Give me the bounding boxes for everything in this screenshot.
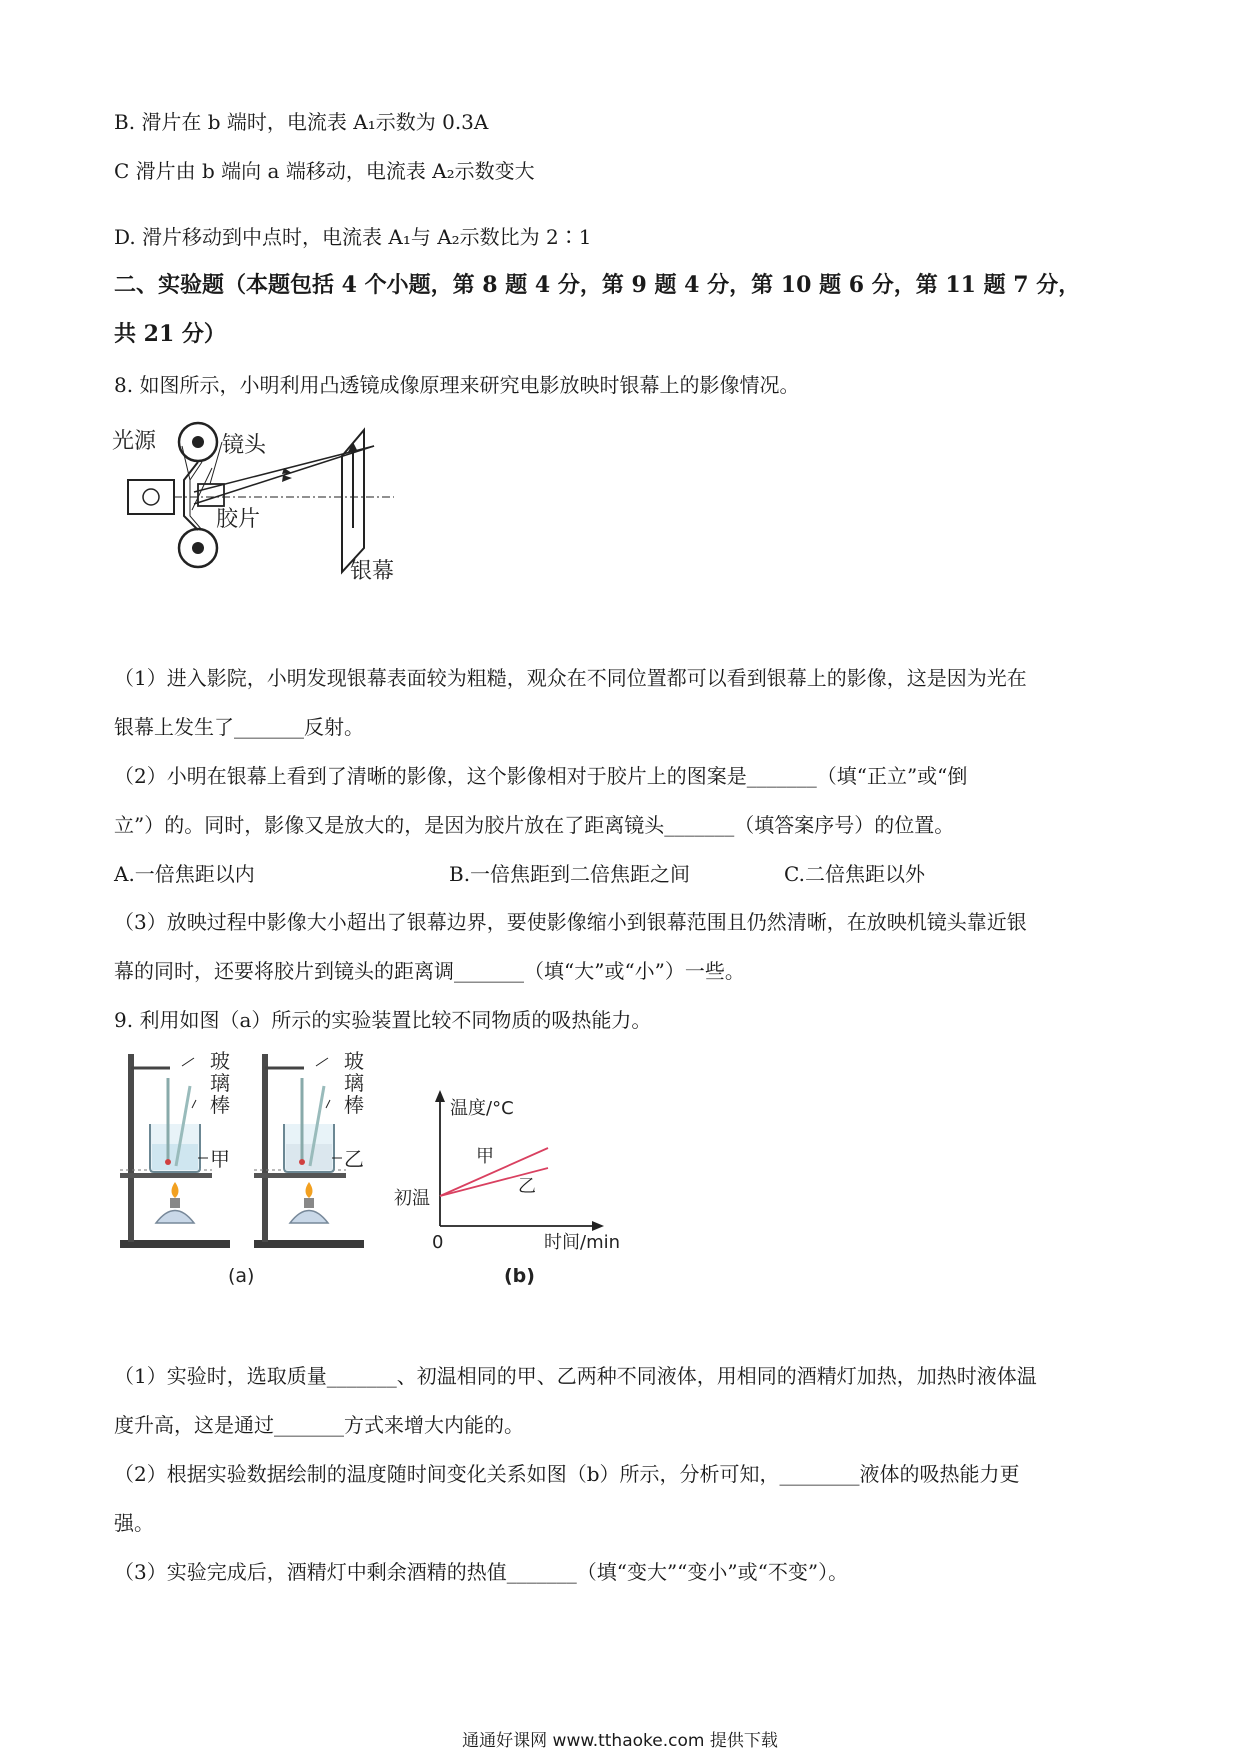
graph-label-jia: 甲: [476, 1146, 494, 1167]
temperature-time-graph: [394, 1090, 620, 1253]
section-heading-line2: 共 21 分）: [114, 321, 226, 347]
q8-part3-line2: 幕的同时，还要将胶片到镜头的距离调_______（填“大”或“小”）一些。: [114, 959, 745, 983]
q8-part1-line1: （1）进入影院，小明发现银幕表面较为粗糙，观众在不同位置都可以看到银幕上的影像，这是因为光在: [114, 666, 1027, 690]
rod-label-1-b: 玻: [344, 1049, 364, 1073]
page-footer: 通通好课网 www.tthaoke.com 提供下载: [462, 1731, 778, 1751]
q9-stem: 9. 利用如图（a）所示的实验装置比较不同物质的吸热能力。: [114, 1008, 652, 1032]
y-axis-label: 温度/°C: [450, 1098, 514, 1119]
q7-option-d: D. 滑片移动到中点时，电流表 A₁与 A₂示数比为 2∶1: [114, 225, 592, 249]
label-light-source: 光源: [112, 429, 157, 454]
x-axis-label: 时间/min: [544, 1232, 621, 1253]
q9-part1-line1: （1）实验时，选取质量_______、初温相同的甲、乙两种不同液体，用相同的酒精灯加热，加热时液体温: [114, 1364, 1037, 1388]
q8-option-b: B.一倍焦距到二倍焦距之间: [449, 862, 691, 886]
q9-part2-line1: （2）根据实验数据绘制的温度随时间变化关系如图（b）所示，分析可知，________液体的吸热能力更: [114, 1462, 1020, 1486]
q8-part2-line1: （2）小明在银幕上看到了清晰的影像，这个影像相对于胶片上的图案是_______（填“正立”或“倒: [114, 764, 968, 788]
q8-option-c: C.二倍焦距以外: [784, 862, 925, 886]
label-liquid-yi: 乙: [344, 1147, 364, 1171]
q9-part3: （3）实验完成后，酒精灯中剩余酒精的热值_______（填“变大”“变小”或“不变”）。: [114, 1560, 849, 1584]
rod-label-2-a: 璃: [210, 1071, 230, 1095]
graph-label-yi: 乙: [518, 1176, 536, 1197]
q7-option-c: C 滑片由 b 端向 a 端移动，电流表 A₂示数变大: [114, 159, 535, 183]
rod-label-3-a: 棒: [210, 1093, 230, 1117]
label-liquid-jia: 甲: [210, 1147, 230, 1171]
film-reel-bottom-icon: [179, 529, 217, 567]
q7-option-b: B. 滑片在 b 端时，电流表 A₁示数为 0.3A: [114, 110, 489, 134]
label-screen: 银幕: [350, 559, 395, 584]
caption-b: (b): [504, 1265, 535, 1287]
light-source-box: [128, 480, 174, 514]
caption-a: (a): [228, 1265, 255, 1287]
q8-part2-line2: 立”）的。同时，影像又是放大的，是因为胶片放在了距离镜头_______（填答案序号）的位置。: [114, 813, 955, 837]
label-lens: 镜头: [222, 433, 267, 458]
rod-label-3-b: 棒: [344, 1093, 364, 1117]
heating-apparatus-figure: [112, 1048, 652, 1298]
q8-stem: 8. 如图所示，小明利用凸透镜成像原理来研究电影放映时银幕上的影像情况。: [114, 373, 800, 397]
section-heading-line1: 二、实验题（本题包括 4 个小题，第 8 题 4 分，第 9 题 4 分，第 10 题 6 分，第 11 题 7 分，: [114, 272, 1081, 298]
q8-options-row: [114, 858, 1014, 887]
projector-diagram: [112, 418, 432, 588]
initial-temp-label: 初温: [394, 1188, 430, 1209]
label-film: 胶片: [216, 507, 261, 532]
rod-label-2-b: 璃: [344, 1071, 364, 1095]
rod-label-1-a: 玻: [210, 1049, 230, 1073]
origin-label: 0: [432, 1232, 444, 1253]
q9-part1-line2: 度升高，这是通过_______方式来增大内能的。: [114, 1413, 524, 1437]
q9-part2-line2: 强。: [114, 1511, 154, 1535]
q8-option-a: A.一倍焦距以内: [114, 862, 255, 886]
q8-part3-line1: （3）放映过程中影像大小超出了银幕边界，要使影像缩小到银幕范围且仍然清晰，在放映机镜头靠近银: [114, 910, 1027, 934]
q8-part1-line2: 银幕上发生了_______反射。: [114, 715, 364, 739]
